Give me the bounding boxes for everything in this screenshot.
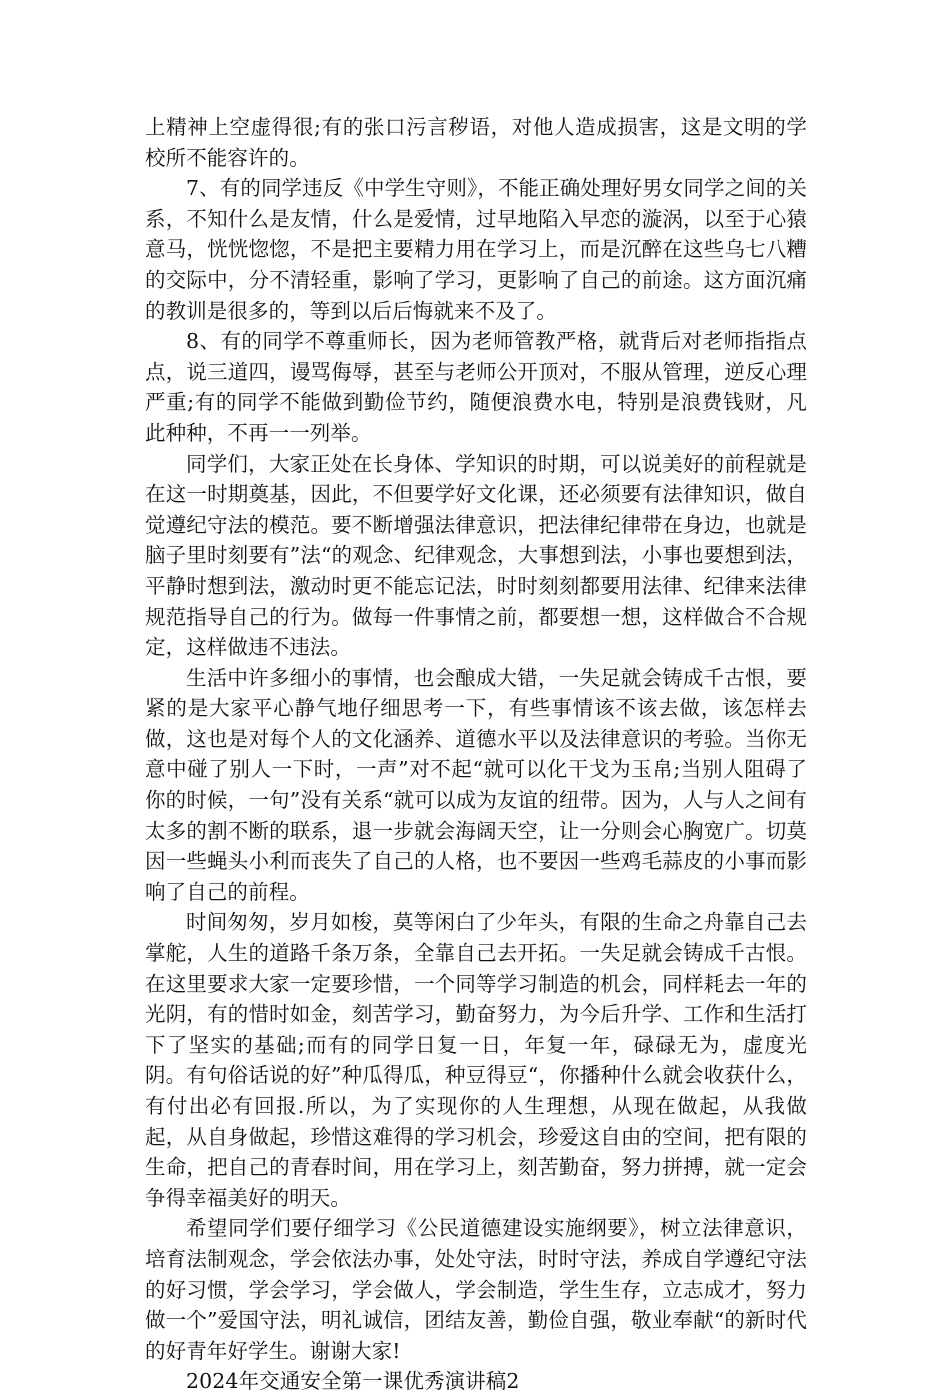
paragraph-item-8: 8、有的同学不尊重师长，因为老师管教严格，就背后对老师指指点点，说三道四，谩骂侮辱，甚至与老师公开顶对，不服从管理，逆反心理严重;有的同学不能做到勤俭节约，随便浪费水电，特别是浪费钱财，凡此种种，不再一一列举。	[145, 329, 807, 445]
document-page	[145, 112, 807, 1397]
next-speech-title: 2024年交通安全第一课优秀演讲稿2	[186, 1369, 520, 1394]
paragraph-students: 同学们，大家正处在长身体、学知识的时期，可以说美好的前程就是在这一时期奠基，因此，不但要学好文化课，还必须要有法律知识，做自觉遵纪守法的模范。要不断增强法律意识，把法律纪律带在身边，也就是脑子里时刻要有”法“的观念、纪律观念，大事想到法，小事也要想到法，平静时想到法，激动时更不能忘记法，时时刻刻都要用法律、纪律来法律规范指导自己的行为。做每一件事情之前，都要想一想，这样做合不合规定，这样做违不违法。	[145, 451, 807, 660]
paragraph-time: 时间匆匆，岁月如梭，莫等闲白了少年头，有限的生命之舟靠自己去掌舵，人生的道路千条万条，全靠自己去开拓。一失足就会铸成千古恨。在这里要求大家一定要珍惜，一个同等学习制造的机会，同样耗去一年的光阴，有的惜时如金，刻苦学习，勤奋努力，为今后升学、工作和生活打下了坚实的基础;而有的同学日复一日，年复一年，碌碌无为，虚度光阴。有句俗话说的好”种瓜得瓜，种豆得豆“，你播种什么就会收获什么，有付出必有回报.所以，为了实现你的人生理想，从现在做起，从我做起，从自身做起，珍惜这难得的学习机会，珍爱这自由的空间，把有限的生命，把自己的青春时间，用在学习上，刻苦勤奋，努力拼搏，就一定会争得幸福美好的明天。	[145, 910, 807, 1210]
paragraph-life-details: 生活中许多细小的事情，也会酿成大错，一失足就会铸成千古恨，要紧的是大家平心静气地仔细思考一下，有些事情该不该去做，该怎样去做，这也是对每个人的文化涵养、道德水平以及法律意识的考验。当你无意中碰了别人一下时，一声”对不起“就可以化干戈为玉帛;当别人阻碍了你的时候，一句”没有关系“就可以成为友谊的纽带。因为，人与人之间有太多的割不断的联系，退一步就会海阔天空，让一分则会心胸宽广。切莫因一些蝇头小利而丧失了自己的人格，也不要因一些鸡毛蒜皮的小事而影响了自己的前程。	[145, 665, 807, 904]
paragraph-hope: 希望同学们要仔细学习《公民道德建设实施纲要》，树立法律意识，培育法制观念，学会依法办事，处处守法，时时守法，养成自学遵纪守法的好习惯，学会学习，学会做人，学会制造，学生生存，立志成才，努力做一个”爱国守法，明礼诚信，团结友善，勤俭自强，敬业奉献“的新时代的好青年好学生。谢谢大家!	[145, 1216, 807, 1363]
paragraph-continued: 上精神上空虚得很;有的张口污言秽语，对他人造成损害，这是文明的学校所不能容许的。	[145, 115, 807, 170]
paragraph-item-7: 7、有的同学违反《中学生守则》，不能正确处理好男女同学之间的关系，不知什么是友情，什么是爱情，过早地陷入早恋的漩涡，以至于心猿意马，恍恍惚惚，不是把主要精力用在学习上，而是沉醉在这些乌七八糟的交际中，分不清轻重，影响了学习，更影响了自己的前途。这方面沉痛的教训是很多的，等到以后后悔就来不及了。	[145, 176, 807, 323]
